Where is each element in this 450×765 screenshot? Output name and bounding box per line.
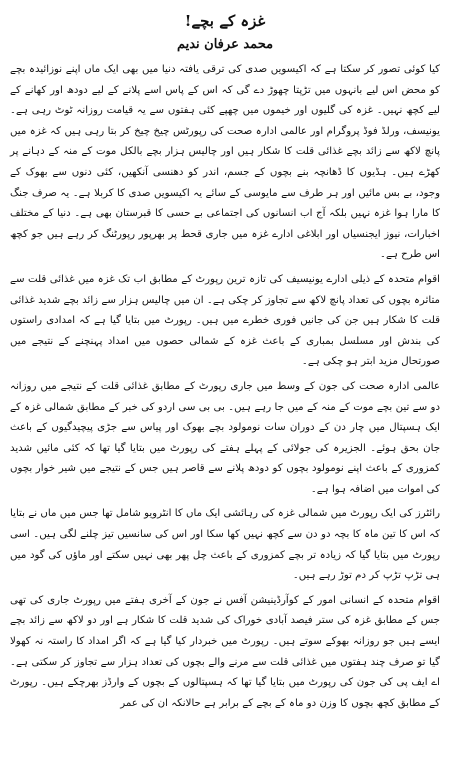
article-paragraph: اقوام متحدہ کے انسانی امور کے کوآرڈینیشن آفس نے جون کے آخری ہفتے میں رپورٹ جاری کی تھی جس کے مطابق غزہ کی ستر فیصد آبادی خوراک کی شدید قلت کا شکار ہے اور دو لاکھ سے زائد بچے ایسے ہیں جو روزانہ بھوکے سوتے ہیں۔ رپورٹ میں خبردار کیا گیا ہے کہ اگر امداد کا راستہ نہ کھولا گیا تو صرف چند ہفتوں میں غذائی قلت سے مرنے والے بچوں کی تعداد ہزار سے تجاوز کر سکتی ہے۔ اے ایف پی کی جون کی رپورٹ میں بتایا گیا تھا کہ ہسپتالوں کے بچوں کے وارڈز بھرچکے ہیں۔ رپورٹ کے مطابق کچھ بچوں کا وزن دو ماہ کے بچے کے برابر ہے حالانکہ ان کی عمر <box>10 594 440 709</box>
article-paragraph: رائٹرز کی ایک رپورٹ میں شمالی غزہ کی رہائشی ایک ماں کا انٹرویو شامل تھا جس میں ماں نے بتایا کہ اس کا تین ماہ کا بچہ دو دن سے کچھ نہیں کھا سکا اور اس کی سانسیں تیز چلنے لگی ہیں۔ اسی رپورٹ میں بتایا گیا کہ زیادہ تر بچے کمزوری کے باعث چل پھر بھی نہیں سکتے اور ماؤں کی گود میں ہی تڑپ تڑپ کر دم توڑ رہے ہیں۔ <box>10 508 440 582</box>
article-paragraph: عالمی ادارہ صحت کی جون کے وسط میں جاری رپورٹ کے مطابق غذائی قلت کے نتیجے میں روزانہ دو سے تین بچے موت کے منہ کے میں جا رہے ہیں۔ بی بی سی اردو کی خبر کے مطابق شمالی غزہ کے ایک ہسپتال میں چار دن کے دوران سات نومولود بچے بھوک اور پیاس سے جڑی پیچیدگیوں کے باعث جان بحق ہوئے۔ الجزیرہ کی جولائی کے پہلے ہفتے کی رپورٹ میں بتایا گیا تھا کہ کئی مائیں شدید کمزوری کے باعث اپنے نومولود بچوں کو دودھ پلانے سے قاصر ہیں جس کے نتیجے میں شیر خوار بچوں کی اموات میں اضافہ ہوا ہے۔ <box>10 380 440 495</box>
article-paragraph: اقوام متحدہ کے ذیلی ادارے یونیسیف کی تازہ ترین رپورٹ کے مطابق اب تک غزہ میں غذائی قلت سے متاثرہ بچوں کی تعداد پانچ لاکھ سے تجاوز کر چکی ہے۔ ان میں چالیس ہزار سے زائد بچے شدید غذائی قلت کا شکار ہیں جن کی جانیں فوری خطرے میں ہیں۔ رپورٹ میں بتایا گیا ہے کہ امدادی راستوں کی بندش اور مسلسل بمباری کے باعث غزہ کے شمالی حصوں میں امداد پہنچنے کے نتیجے میں صورتحال مزید ابتر ہو چکی ہے۔ <box>10 273 440 368</box>
article-paragraph: کیا کوئی تصور کر سکتا ہے کہ اکیسویں صدی کی ترقی یافتہ دنیا میں بھی ایک ماں اپنے نوزائیدہ بچے کو محض اس لیے بانہوں میں تڑپتا چھوڑ دے گی کہ اس کے پاس اسے پلانے کے لیے دودھ اور کھانے کے لیے کچھ نہیں۔ غزہ کی گلیوں اور خیموں میں چھپے کئی ہفتوں سے یہ قیامت روزانہ ٹوٹ رہی ہے۔ یونیسف، ورلڈ فوڈ پروگرام اور عالمی ادارہ صحت کی رپورٹس چیخ چیخ کر بتا رہی ہیں کہ غزہ میں پانچ لاکھ سے زائد بچے غذائی قلت کا شکار ہیں اور چالیس ہزار بچے بالکل موت کے منہ کے دہانے پر کھڑے ہیں۔ ہڈیوں کا ڈھانچہ بنے بچوں کے جسم، اندر کو دھنسی آنکھیں، کئی دنوں سے بھوک کے وجود، بے بس مائیں اور ہر طرف سے مایوسی کے سائے یہ اکیسویں صدی کا کربلا ہے۔ یہ صرف جنگ کا مارا ہوا غزہ نہیں بلکہ آج اب انسانوں کی اجتماعی بے حسی کا قبرستان بھی ہے۔ دنیا کے مختلف اخبارات، نیوز ایجنسیاں اور ابلاغی ادارے غزہ میں جاری قحط پر بھرپور رپورٹنگ کر رہے ہیں جو کچھ اس طرح ہے۔ <box>10 64 440 261</box>
article-author: محمد عرفان ندیم <box>176 37 274 52</box>
article-title: غزہ کے بچے! <box>184 12 266 30</box>
